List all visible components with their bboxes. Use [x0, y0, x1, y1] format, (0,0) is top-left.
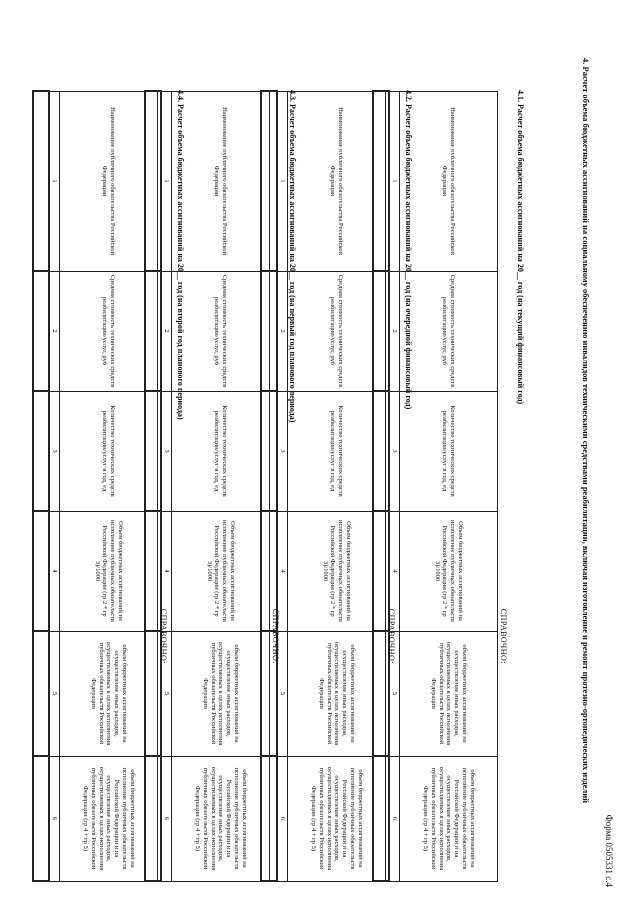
col-header-quantity: Количество технических средств реабилитации/услуг в год, ед	[60, 391, 158, 511]
col-number: 2	[389, 271, 400, 391]
col-header-avg-cost: Средняя стоимость технических средств реабилитации/услуг, руб	[288, 271, 386, 391]
col-header-other-expenses: объем бюджетных ассигнований на осуществление иных расходов, осуществляемых в целях исполнения публичных обязательств Российской Федерации	[400, 631, 498, 756]
col-number: 1	[49, 91, 60, 271]
input-cell[interactable]	[33, 391, 49, 511]
col-header-avg-cost: Средняя стоимость технических средств реабилитации/услуг, руб	[400, 271, 498, 391]
col-header-avg-cost: Средняя стоимость технических средств реабилитации/услуг, руб	[172, 271, 270, 391]
col-header-quantity: Количество технических средств реабилитации/услуг в год, ед	[288, 391, 386, 511]
col-header-obligations: Объем бюджетных ассигнований на исполнение публичных обязательств Российской Федерации (гр 2 * гр 3)/1000	[288, 511, 386, 631]
col-number: 3	[389, 391, 400, 511]
col-header-other-expenses: объем бюджетных ассигнований на осуществление иных расходов, осуществляемых в целях исполнения публичных обязательств Российской Федерации	[172, 631, 270, 756]
col-number: 5	[389, 631, 400, 756]
section-4-4	[51, 90, 185, 880]
calculation-table	[260, 90, 386, 882]
input-cell[interactable]	[33, 271, 49, 391]
col-number: 2	[161, 271, 172, 391]
calculation-table	[372, 90, 498, 882]
col-header-obligations: Объем бюджетных ассигнований на исполнение публичных обязательств Российской Федерации (гр 2 * гр 3)/1000	[172, 511, 270, 631]
input-cell[interactable]	[33, 91, 49, 271]
col-number: 3	[49, 391, 60, 511]
col-header-obligations: Объем бюджетных ассигнований на исполнение публичных обязательств Российской Федерации (гр 2 * гр 3)/1000	[60, 511, 158, 631]
input-cell[interactable]	[33, 511, 49, 631]
calculation-table	[144, 90, 270, 882]
calculation-table	[32, 90, 158, 882]
section-title: 4.1. Расчет объема бюджетных ассигнований на 20__ год (на текущий финансовый год)	[516, 90, 525, 405]
col-header-total: объем бюджетных ассигнований на исполнение публичных обязательств Российской Федерации и на осуществление иных расходов, осуществляемых в целях исполнения публичных обязательств Российской Федерации (гр 4 + гр 5)	[400, 756, 498, 881]
section-title: 4.4. Расчет объема бюджетных ассигнований на 20__ год (на второй год планового периода)	[176, 90, 185, 420]
col-number: 6	[389, 756, 400, 881]
col-number: 3	[277, 391, 288, 511]
col-header-quantity: Количество технических средств реабилитации/услуг в год, ед	[400, 391, 498, 511]
col-number: 4	[389, 511, 400, 631]
col-header-name: Наименование публичного обязательства Российской Федерации	[60, 91, 158, 271]
col-header-other-expenses: объем бюджетных ассигнований на осуществление иных расходов, осуществляемых в целях исполнения публичных обязательств Российской Федерации	[60, 631, 158, 756]
input-cell[interactable]	[33, 631, 49, 756]
col-number: 5	[161, 631, 172, 756]
reference-label: СПРАВОЧНО:	[499, 608, 508, 664]
col-number: 1	[277, 91, 288, 271]
col-number: 6	[49, 756, 60, 881]
col-header-total: объем бюджетных ассигнований на исполнение публичных обязательств Российской Федерации и на осуществление иных расходов, осуществляемых в целях исполнения публичных обязательств Российской Федерации (гр 4 + гр 5)	[60, 756, 158, 881]
col-header-avg-cost: Средняя стоимость технических средств реабилитации/услуг, руб	[60, 271, 158, 391]
col-number: 3	[161, 391, 172, 511]
col-number: 5	[277, 631, 288, 756]
col-header-other-expenses: объем бюджетных ассигнований на осуществление иных расходов, осуществляемых в целях исполнения публичных обязательств Российской Федерации	[288, 631, 386, 756]
col-number: 5	[49, 631, 60, 756]
col-header-name: Наименование публичного обязательства Российской Федерации	[288, 91, 386, 271]
col-number: 4	[277, 511, 288, 631]
reference-label: СПРАВОЧНО:	[271, 608, 280, 664]
col-number: 6	[161, 756, 172, 881]
col-number: 1	[161, 91, 172, 271]
col-header-total: объем бюджетных ассигнований на исполнение публичных обязательств Российской Федерации и на осуществление иных расходов, осуществляемых в целях исполнения публичных обязательств Российской Федерации (гр 4 + гр 5)	[172, 756, 270, 881]
col-number: 4	[49, 511, 60, 631]
col-header-total: объем бюджетных ассигнований на исполнение публичных обязательств Российской Федерации и на осуществление иных расходов, осуществляемых в целях исполнения публичных обязательств Российской Федерации (гр 4 + гр 5)	[288, 756, 386, 881]
col-header-quantity: Количество технических средств реабилитации/услуг в год, ед	[172, 391, 270, 511]
reference-label: СПРАВОЧНО:	[159, 608, 168, 664]
col-header-obligations: Объем бюджетных ассигнований на исполнение публичных обязательств Российской Федерации (гр 2 * гр 3)/1000	[400, 511, 498, 631]
form-code: Форма 0505331 с.4	[604, 814, 614, 887]
col-number: 6	[277, 756, 288, 881]
section-title: 4.3. Расчет объема бюджетных ассигнований на 20__ год (на первый год планового периода)	[288, 90, 297, 423]
col-header-name: Наименование публичного обязательства Российской Федерации	[400, 91, 498, 271]
col-number: 1	[389, 91, 400, 271]
col-number: 4	[161, 511, 172, 631]
main-heading: 4. Расчет объема бюджетных ассигнований на социальному обеспечению инвалидов техническими средствами реабилитации, включая изготовление и ремонт протезно-ортопедических изделий	[581, 58, 591, 804]
col-header-name: Наименование публичного обязательства Российской Федерации	[172, 91, 270, 271]
reference-label: СПРАВОЧНО:	[387, 608, 396, 664]
col-number: 2	[277, 271, 288, 391]
input-cell[interactable]	[33, 756, 49, 881]
col-number: 2	[49, 271, 60, 391]
section-title: 4.2. Расчет объема бюджетных ассигнований на 20__ год (на очередной финансовый год)	[404, 90, 413, 410]
